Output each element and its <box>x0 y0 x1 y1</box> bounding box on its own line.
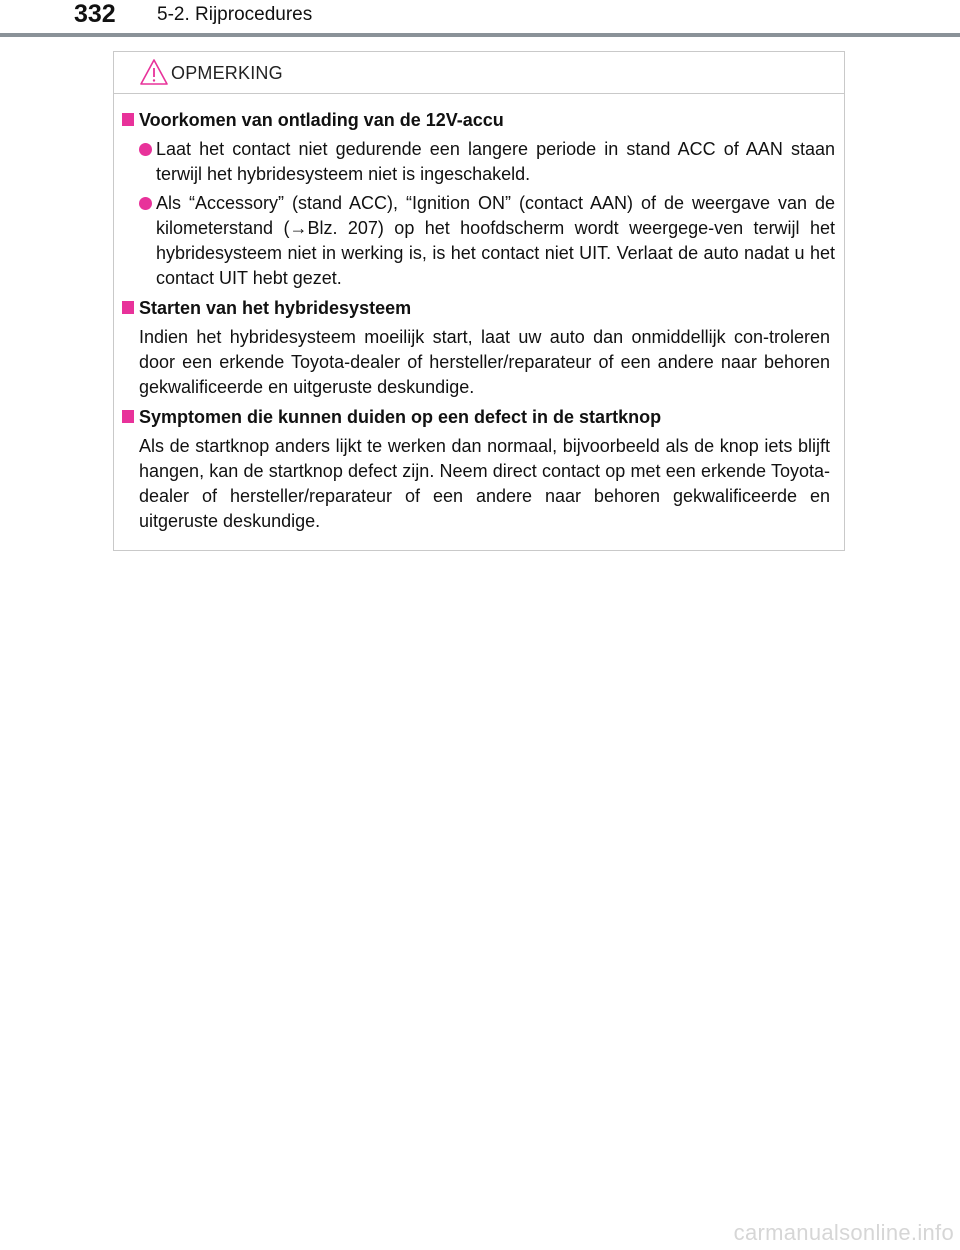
square-bullet-icon <box>122 113 134 126</box>
bullet-item <box>114 191 844 291</box>
square-bullet-icon <box>122 301 134 314</box>
bullet-text: Laat het contact niet gedurende een langere periode in stand ACC of AAN staan terwijl het hybridesysteem niet is ingeschakeld. <box>156 139 835 184</box>
page-number: 332 <box>74 0 116 28</box>
notice-header <box>114 52 844 94</box>
section-paragraph: Indien het hybridesysteem moeilijk start, laat uw auto dan onmiddellijk con-troleren door een erkende Toyota-dealer of hersteller/reparateur of een andere naar behoren gekwalificeerde en uitgeruste deskundige. <box>139 327 830 397</box>
section-heading <box>114 404 844 430</box>
section-title: 5-2. Rijprocedures <box>157 4 313 25</box>
warning-triangle-icon <box>139 58 169 86</box>
section-heading <box>114 107 844 133</box>
notice-content <box>114 107 844 538</box>
section-heading-text: Symptomen die kunnen duiden op een defect in de startknop <box>139 407 662 427</box>
dot-bullet-icon <box>139 197 152 210</box>
watermark: carmanualsonline.info <box>733 1220 954 1245</box>
section-heading-text: Voorkomen van ontlading van de 12V-accu <box>139 110 504 130</box>
notice-section <box>114 404 844 534</box>
section-heading <box>114 295 844 321</box>
notice-box <box>113 51 845 551</box>
bullet-item <box>114 137 844 187</box>
section-paragraph: Als de startknop anders lijkt te werken dan normaal, bijvoorbeeld als de knop iets blijft hangen, kan de startknop defect zijn. Neem direct contact op met een erkende Toyota-dealer of hersteller/reparateur of een andere naar behoren gekwalificeerde en uitgeruste deskundige. <box>139 436 830 531</box>
square-bullet-icon <box>122 410 134 423</box>
notice-section <box>114 107 844 291</box>
notice-title: OPMERKING <box>171 63 283 83</box>
dot-bullet-icon <box>139 143 152 156</box>
header-rule <box>0 33 960 37</box>
notice-section <box>114 295 844 400</box>
bullet-text: Als “Accessory” (stand ACC), “Ignition ON” (contact AAN) of de weergave van de kilometerstand (→Blz. 207) op het hoofdscherm wordt weergege-ven terwijl het hybridesysteem niet in werking is, is het contact niet UIT. Verlaat de auto nadat u het contact UIT hebt gezet. <box>156 193 835 288</box>
section-heading-text: Starten van het hybridesysteem <box>139 298 412 318</box>
